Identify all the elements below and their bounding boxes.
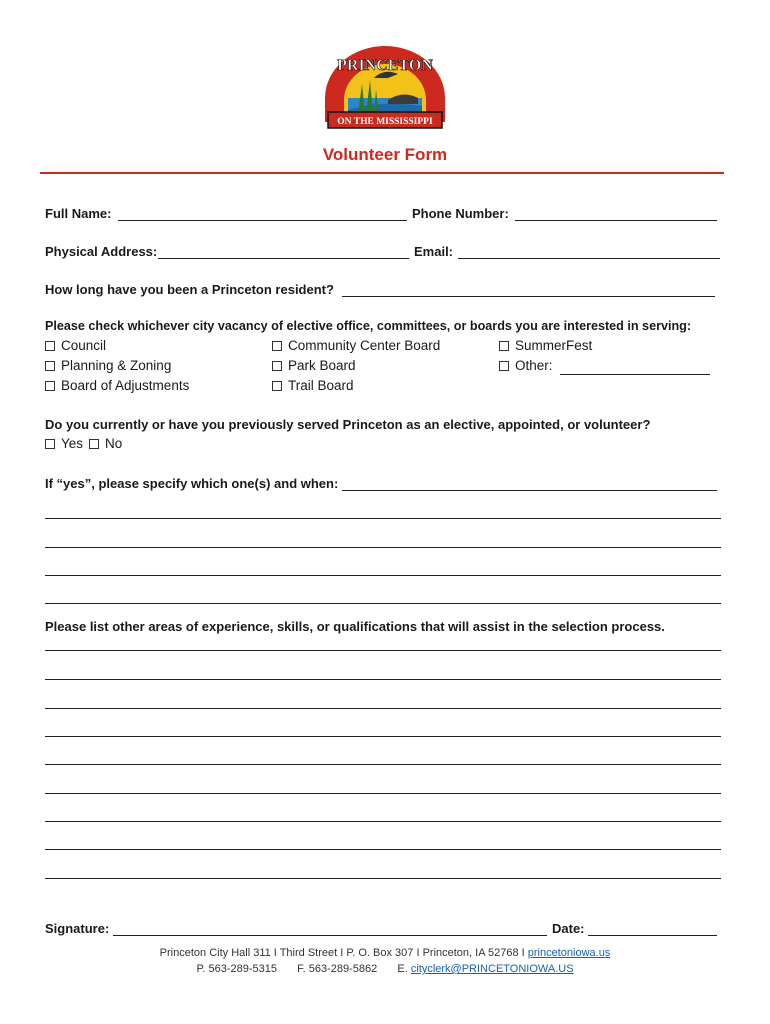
planning-zoning-label: Planning & Zoning: [61, 358, 172, 373]
board-of-adjustments-checkbox[interactable]: [45, 378, 189, 393]
email-link[interactable]: cityclerk@PRINCETONIOWA.US: [410, 963, 574, 975]
other-checkbox[interactable]: [499, 358, 553, 373]
board-of-adjustments-label: Board of Adjustments: [61, 378, 190, 393]
checkbox-icon[interactable]: [499, 341, 509, 351]
date-field[interactable]: [588, 919, 717, 936]
council-checkbox[interactable]: [45, 338, 106, 353]
specify-field[interactable]: [342, 474, 717, 491]
experience-question: Please list other areas of experience, skills, or qualifications that will assist in the selection process.: [45, 619, 665, 634]
princeton-logo: [318, 40, 452, 132]
resident-duration-field[interactable]: [342, 280, 715, 297]
checkbox-icon[interactable]: [272, 341, 282, 351]
no-label: No: [105, 436, 123, 451]
checkbox-icon[interactable]: [45, 381, 55, 391]
specify-line[interactable]: [45, 559, 721, 576]
experience-line[interactable]: [45, 748, 721, 765]
community-center-board-checkbox[interactable]: [272, 338, 440, 353]
specify-line[interactable]: [45, 587, 721, 604]
other-label: Other:: [515, 358, 553, 373]
email-field[interactable]: [458, 242, 720, 259]
experience-line[interactable]: [45, 663, 721, 680]
logo-banner-text: ON THE MISSISSIPPI: [337, 117, 433, 127]
specify-question: If “yes”, please specify which one(s) and when:: [45, 476, 339, 491]
yes-label: Yes: [61, 436, 84, 451]
summerfest-label: SummerFest: [515, 338, 593, 353]
experience-line[interactable]: [45, 634, 721, 651]
phone-number-label: Phone Number:: [412, 206, 509, 221]
other-field[interactable]: [560, 358, 710, 375]
full-name-field[interactable]: [118, 204, 407, 221]
vacancy-question: Please check whichever city vacancy of elective office, committees, or boards you are interested in serving:: [45, 319, 692, 333]
checkbox-icon[interactable]: [499, 361, 509, 371]
experience-line[interactable]: [45, 833, 721, 850]
checkbox-icon[interactable]: [89, 439, 99, 449]
physical-address-label: Physical Address:: [45, 244, 158, 259]
physical-address-field[interactable]: [158, 242, 409, 259]
trail-board-checkbox[interactable]: [272, 378, 354, 393]
footer-fax: F. 563-289-5862: [297, 963, 378, 975]
park-board-label: Park Board: [288, 358, 356, 373]
served-question: Do you currently or have you previously served Princeton as an elective, appointed, or volunteer?: [45, 417, 651, 432]
logo-title-text: PRINCETON: [337, 57, 433, 74]
footer-address-text: Princeton City Hall 311 I Third Street I P. O. Box 307 I Princeton, IA 52768 I: [159, 947, 528, 959]
title-divider: [40, 172, 724, 174]
no-checkbox[interactable]: [89, 436, 122, 451]
planning-zoning-checkbox[interactable]: [45, 358, 171, 373]
park-board-checkbox[interactable]: [272, 358, 356, 373]
yes-checkbox[interactable]: [45, 436, 83, 451]
specify-line[interactable]: [45, 531, 721, 548]
checkbox-icon[interactable]: [45, 361, 55, 371]
experience-line[interactable]: [45, 805, 721, 822]
signature-label: Signature:: [45, 921, 110, 936]
phone-number-field[interactable]: [515, 204, 717, 221]
experience-line[interactable]: [45, 720, 721, 737]
footer-email-prefix: E.: [397, 963, 408, 975]
summerfest-checkbox[interactable]: [499, 338, 592, 353]
specify-line[interactable]: [45, 502, 721, 519]
signature-field[interactable]: [113, 919, 547, 936]
checkbox-icon[interactable]: [272, 361, 282, 371]
resident-question: How long have you been a Princeton resident?: [45, 282, 334, 297]
form-title: Volunteer Form: [322, 145, 448, 164]
full-name-label: Full Name:: [45, 206, 112, 221]
checkbox-icon[interactable]: [45, 439, 55, 449]
checkbox-icon[interactable]: [272, 381, 282, 391]
checkbox-icon[interactable]: [45, 341, 55, 351]
footer-phone: P. 563-289-5315: [196, 963, 277, 975]
email-label: Email:: [414, 244, 454, 259]
experience-line[interactable]: [45, 777, 721, 794]
experience-line[interactable]: [45, 862, 721, 879]
experience-line[interactable]: [45, 692, 721, 709]
trail-board-label: Trail Board: [288, 378, 354, 393]
website-link[interactable]: princetoniowa.us: [527, 947, 611, 959]
community-center-board-label: Community Center Board: [288, 338, 441, 353]
council-label: Council: [61, 338, 107, 353]
date-label: Date:: [552, 921, 585, 936]
footer-contacts: [0, 963, 770, 975]
footer-address: [0, 947, 770, 959]
